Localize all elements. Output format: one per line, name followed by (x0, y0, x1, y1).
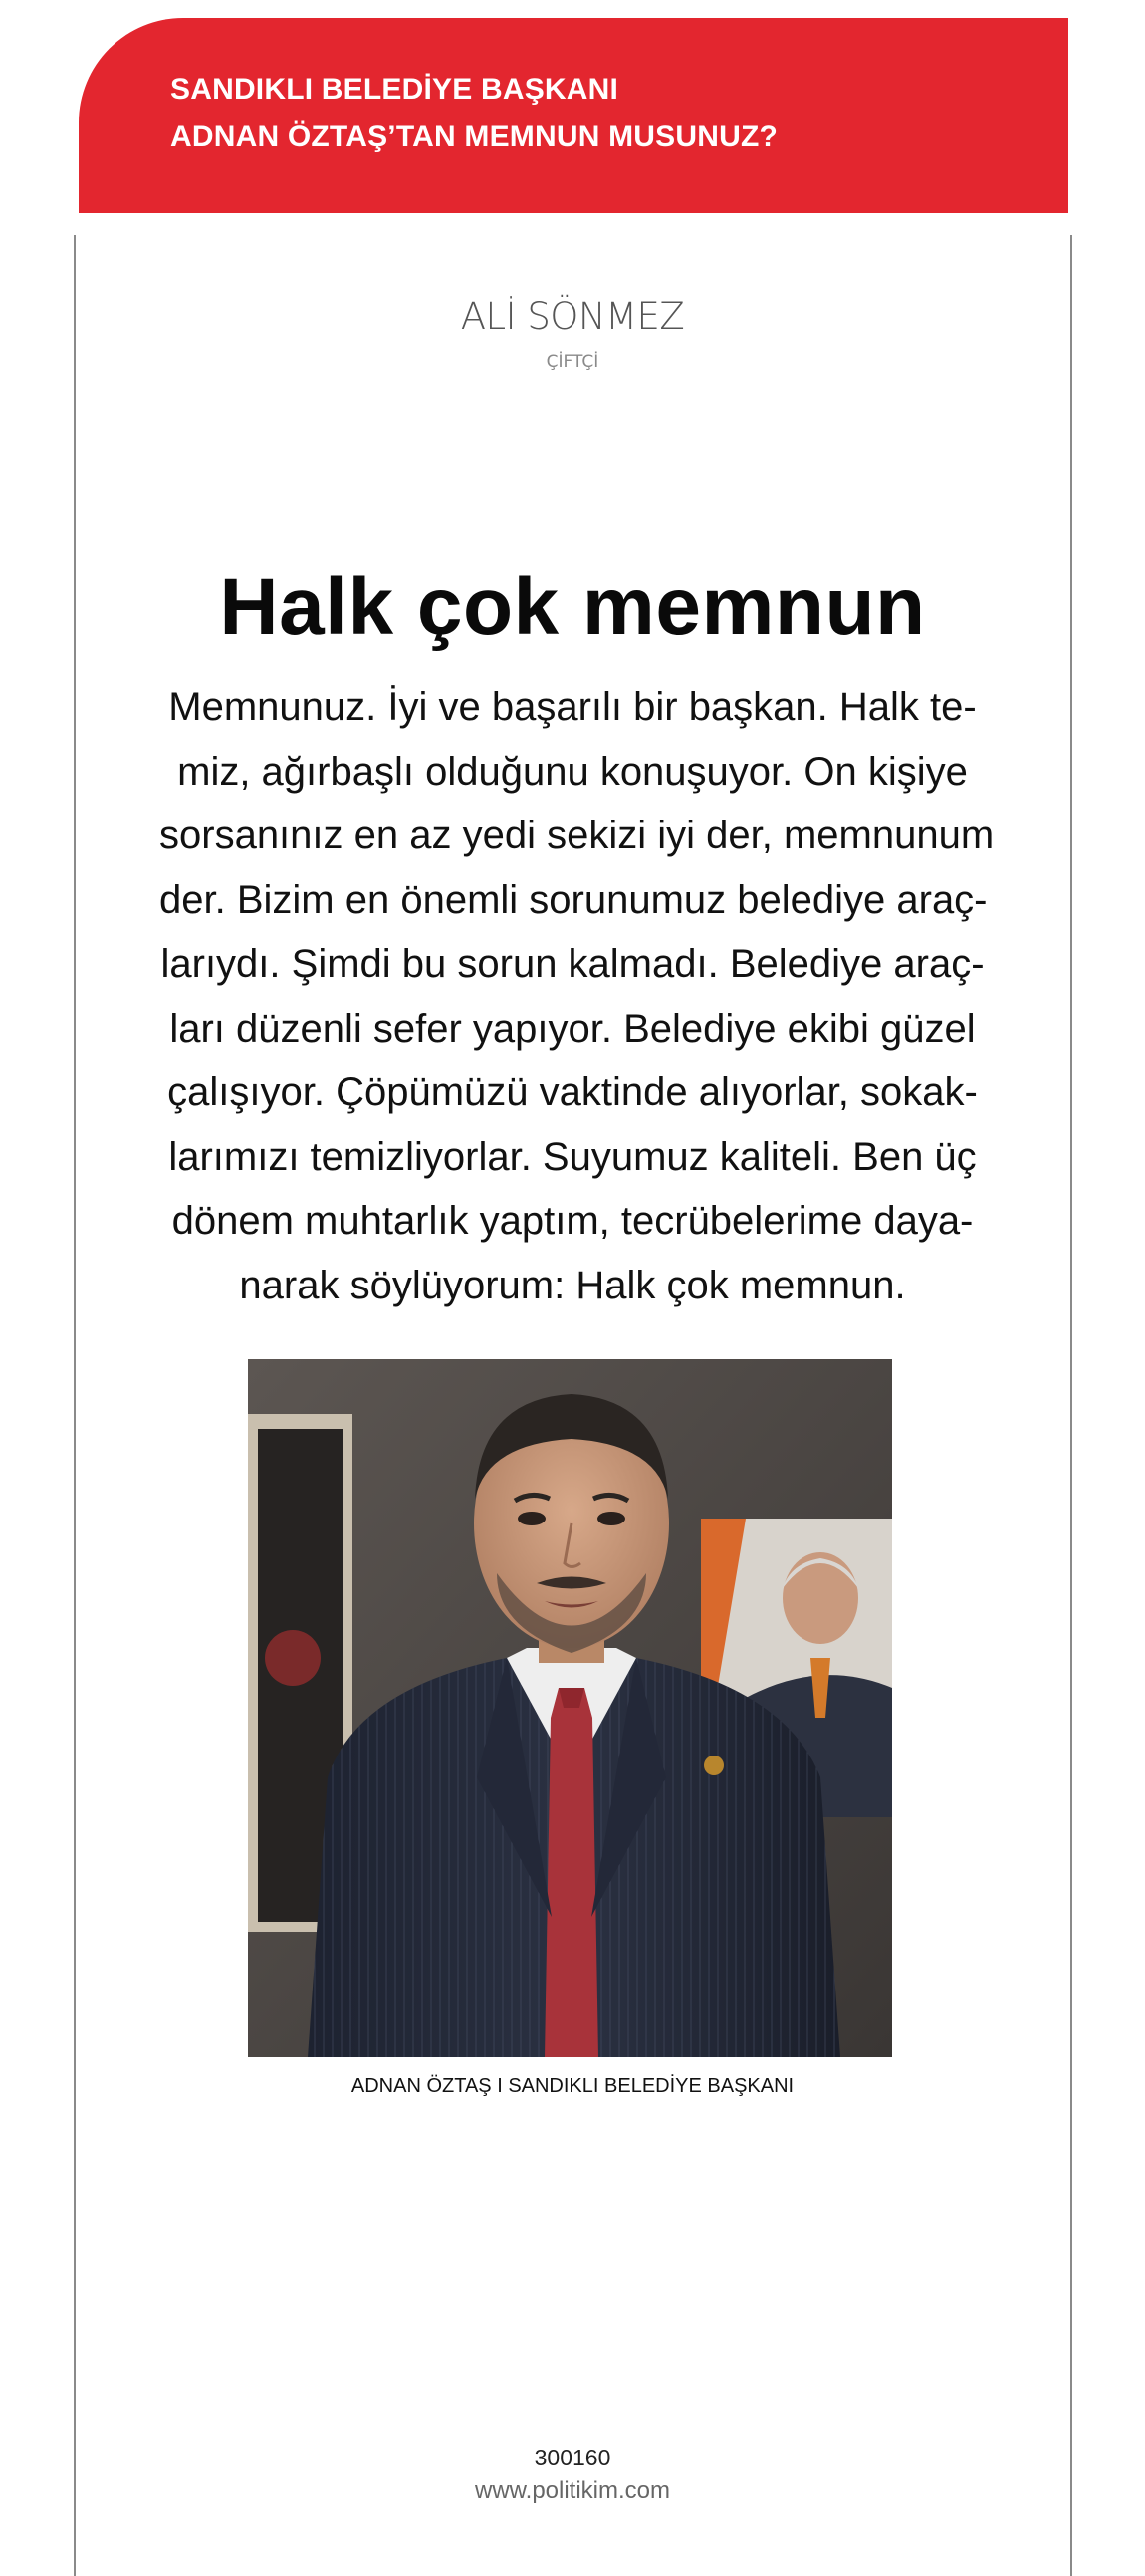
mayor-portrait-photo (248, 1359, 892, 2057)
body-line: der. Bizim en önemli sorunumuz belediye araç- (159, 877, 988, 922)
website-link[interactable]: www.politikim.com (474, 2477, 671, 2504)
banner-title-line-2: ADNAN ÖZTAŞ’TAN MEMNUN MUSUNUZ? (170, 120, 779, 153)
author-role: ÇİFTÇİ (546, 352, 599, 372)
photo-tie (545, 1688, 598, 2057)
banner-title-line-1: SANDIKLI BELEDİYE BAŞKANI (170, 73, 619, 106)
headline: Halk çok memnun (219, 562, 926, 652)
body-line: larımızı temizliyorlar. Suyumuz kaliteli. Ben üç (168, 1134, 977, 1179)
body-line: Memnunuz. İyi ve başarılı bir başkan. Halk te- (168, 685, 977, 729)
body-line: dönem muhtarlık yaptım, tecrübelerime daya- (171, 1199, 974, 1243)
photo-lapel-pin (704, 1756, 724, 1775)
body-line: narak söylüyorum: Halk çok memnun. (239, 1263, 906, 1307)
page-number: 300160 (534, 2445, 611, 2470)
body-line: larıydı. Şimdi bu sorun kalmadı. Belediye araç- (160, 942, 985, 986)
author-name: ALİ SÖNMEZ (460, 295, 685, 338)
photo-caption: ADNAN ÖZTAŞ I SANDIKLI BELEDİYE BAŞKANI (350, 2075, 795, 2097)
body-line: sorsanınız en az yedi sekizi iyi der, memnunum (159, 814, 995, 857)
body-line: çalışıyor. Çöpümüzü vaktinde alıyorlar, sokak- (167, 1070, 978, 1114)
body-line: ları düzenli sefer yapıyor. Belediye ekibi güzel (169, 1006, 976, 1051)
body-line: miz, ağırbaşlı olduğunu konuşuyor. On kişiye (177, 749, 968, 794)
header-banner (79, 18, 1068, 213)
body-paragraph (159, 675, 995, 1317)
